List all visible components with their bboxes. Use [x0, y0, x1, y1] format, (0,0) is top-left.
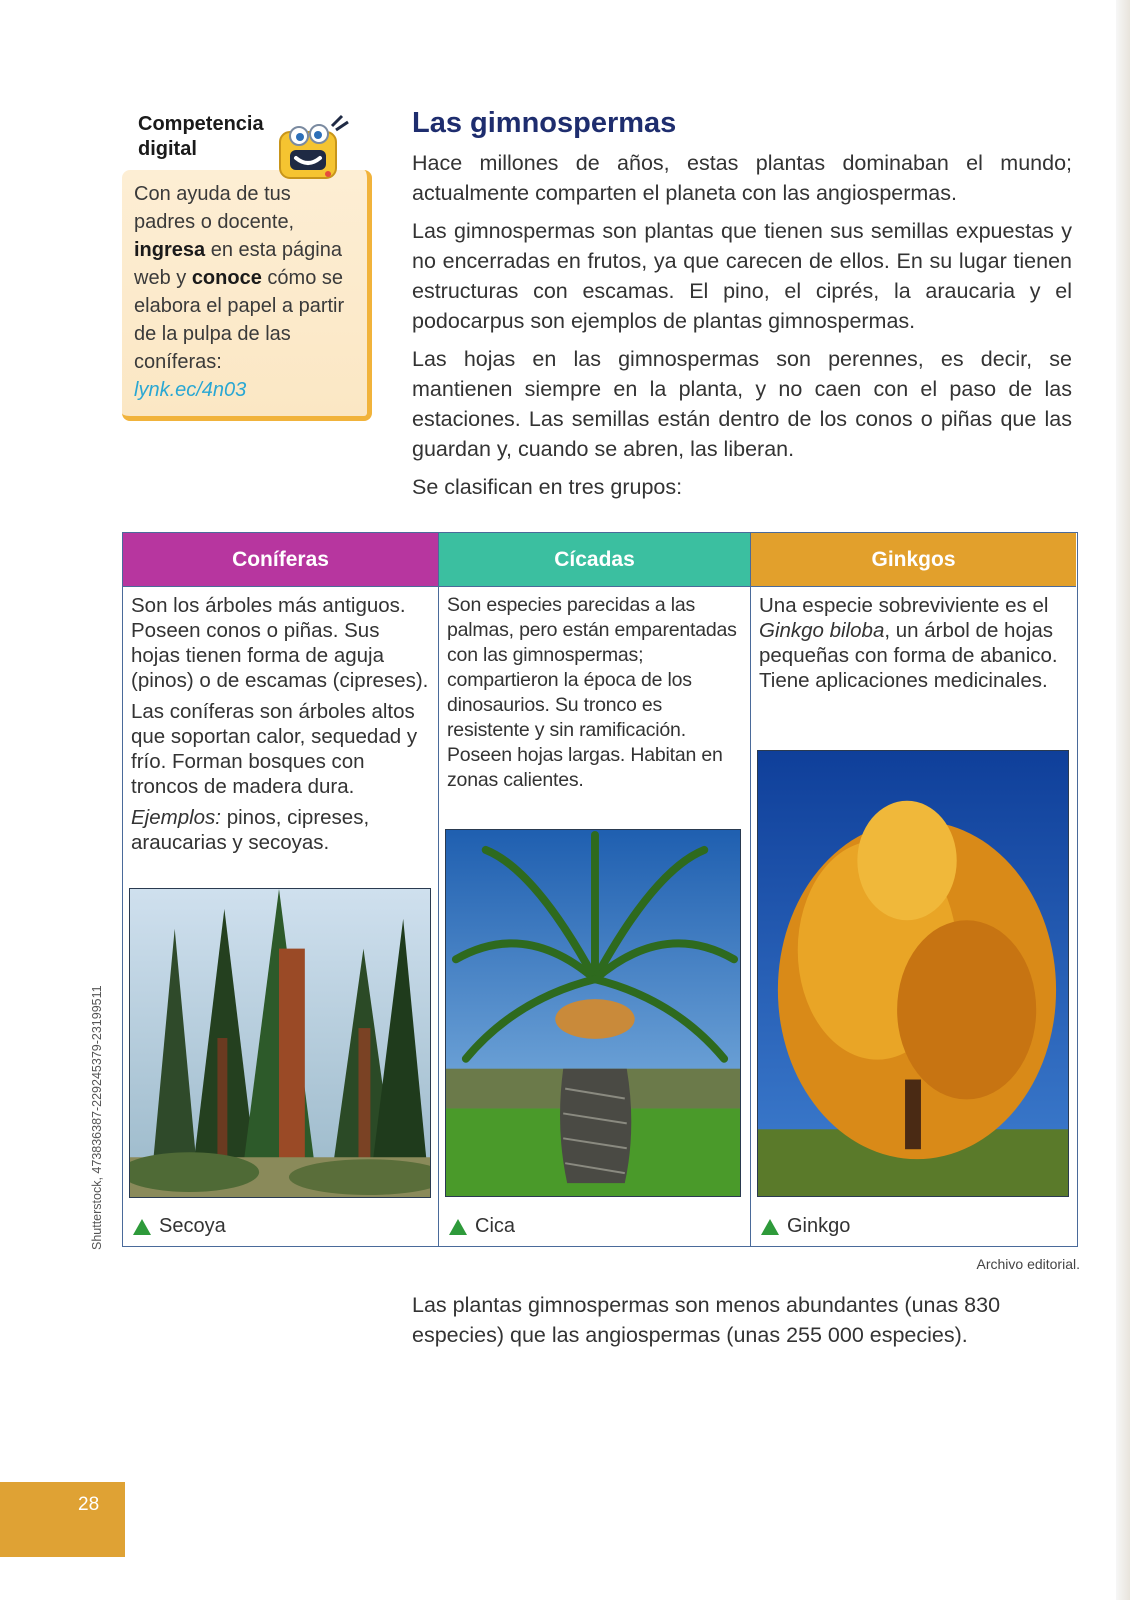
competencia-text-2: en esta página web y — [134, 239, 342, 289]
cicadas-body — [439, 587, 750, 805]
column-cicadas — [439, 533, 751, 1246]
triangle-marker-icon — [761, 1219, 779, 1235]
coniferas-p3 — [131, 805, 430, 855]
ginkgos-body — [751, 587, 1076, 705]
competencia-title: Competencia digital — [138, 113, 264, 160]
secoya-label: Secoya — [159, 1215, 226, 1237]
ginkgos-text-a: Una especie sobreviviente es el — [759, 594, 1049, 617]
coniferas-body — [123, 587, 438, 867]
competencia-content — [122, 170, 372, 421]
triangle-marker-icon — [133, 1219, 151, 1235]
definition-paragraph: Las gimnospermas son plantas que tienen sus semillas expuestas y no encerradas en frutos, ya que carecen de ellos. En su lugar tienen estructuras con escamas. El pino, el ciprés, la araucaria y el podocarpus son ejemplos de plantas gimnospermas. — [412, 219, 1072, 333]
footer-paragraph: Las plantas gimnospermas son menos abundantes (unas 830 especies) que las angiospermas (unas 255 000 especies). — [412, 1293, 1001, 1347]
examples-label: Ejemplos: — [131, 806, 222, 829]
competencia-bold-conoce: conoce — [191, 267, 262, 289]
competencia-digital-box — [122, 112, 372, 421]
secoya-caption — [133, 1215, 226, 1238]
competencia-link[interactable]: lynk.ec/4n03 — [134, 379, 247, 401]
page-title: Las gimnospermas — [412, 107, 677, 139]
column-coniferas — [123, 533, 439, 1246]
competencia-text-3: cómo se elabora el papel a partir de la pulpa de las coníferas: — [134, 267, 345, 373]
examples-text: pinos, cipreses, araucarias y secoyas. — [131, 806, 370, 854]
header-ginkgos: Ginkgos — [751, 533, 1076, 587]
cicadas-p1: Son especies parecidas a las palmas, pero están emparentadas con las gimnospermas; compartieron la época de los dinosaurios. Su tronco es resistente y sin ramificación. Poseen hojas largas. Habitan en zonas calientes. — [447, 594, 737, 791]
page-number: 28 — [0, 1482, 125, 1557]
ginkgo-species-name: Ginkgo biloba — [759, 619, 885, 642]
cica-label: Cica — [475, 1215, 516, 1237]
coniferas-p2: Las coníferas son árboles altos que soportan calor, sequedad y frío. Forman bosques con troncos de madera dura. — [131, 700, 418, 798]
groups-intro: Se clasifican en tres grupos: — [412, 475, 683, 499]
ginkgos-text-b: , un árbol de hojas pequeñas con forma de abanico. Tiene aplicaciones medicinales. — [759, 619, 1058, 692]
ginkgo-caption — [761, 1215, 850, 1238]
main-content — [412, 104, 1072, 510]
column-ginkgos — [751, 533, 1076, 1246]
header-coniferas: Coníferas — [123, 533, 438, 587]
competencia-text-1: Con ayuda de tus padres o docente, — [134, 183, 295, 233]
robot-mascot-icon — [272, 112, 352, 187]
ginkgos-p1 — [759, 593, 1068, 693]
page-edge — [1116, 0, 1130, 1600]
ginkgo-photo — [757, 750, 1069, 1197]
leaves-paragraph: Las hojas en las gimnospermas son perennes, es decir, se mantienen siempre en la planta, y no caen con el paso de las estaciones. Las semillas están dentro de los conos o piñas que las guardan y, cuando se abren, las liberan. — [412, 347, 1072, 461]
coniferas-p1: Son los árboles más antiguos. Poseen conos o piñas. Sus hojas tienen forma de aguja (pinos) o de escamas (cipreses). — [131, 594, 429, 692]
header-cicadas: Cícadas — [439, 533, 750, 587]
ginkgo-label: Ginkgo — [787, 1215, 851, 1237]
photo-credit-vertical: Shutterstock, 473836387-229245379-23199511 — [90, 985, 104, 1250]
archivo-editorial-credit: Archivo editorial. — [976, 1256, 1080, 1272]
competencia-bold-ingresa: ingresa — [134, 239, 206, 261]
cica-caption — [449, 1215, 515, 1238]
secoya-photo — [129, 888, 431, 1198]
intro-paragraph: Hace millones de años, estas plantas dominaban el mundo; actualmente comparten el planeta con las angiospermas. — [412, 151, 1072, 205]
cica-photo — [445, 829, 741, 1197]
gymnosperm-groups-table — [122, 532, 1078, 1247]
triangle-marker-icon — [449, 1219, 467, 1235]
